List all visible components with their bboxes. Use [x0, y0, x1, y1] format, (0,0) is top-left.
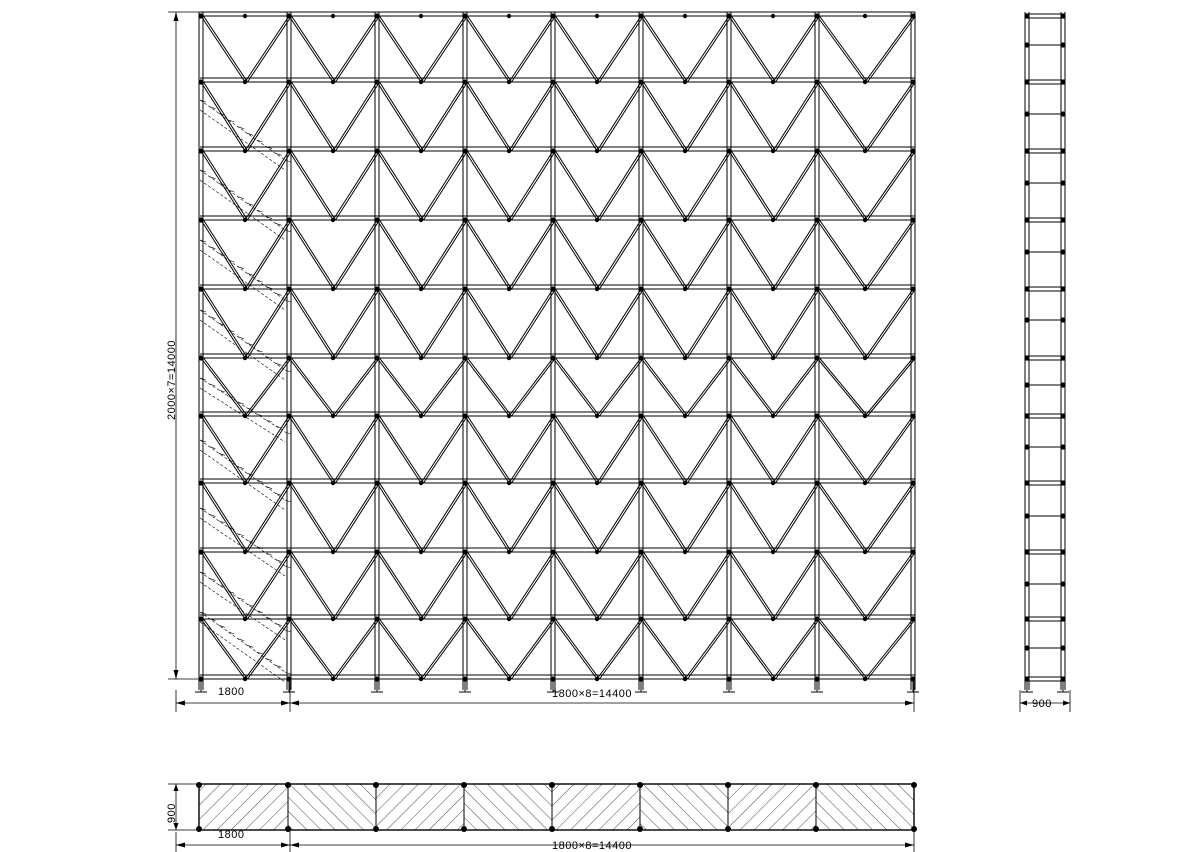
dimension-horizontal-total: 1800×8=14400 — [552, 688, 633, 700]
dimension-first-bay: 1800 — [218, 686, 245, 698]
front-elevation-view — [195, 12, 919, 692]
dimension-plan-depth: 900 — [166, 803, 178, 823]
dimension-side-width: 900 — [1032, 698, 1052, 710]
dimension-vertical-total: 2000×7=14000 — [166, 339, 178, 420]
dimension-plan-first-bay: 1800 — [218, 829, 245, 841]
plan-horizontal-dimension — [176, 830, 914, 852]
plan-view — [196, 782, 917, 832]
dimension-plan-total: 1800×8=14400 — [552, 840, 633, 852]
side-elevation-view — [1021, 12, 1069, 692]
